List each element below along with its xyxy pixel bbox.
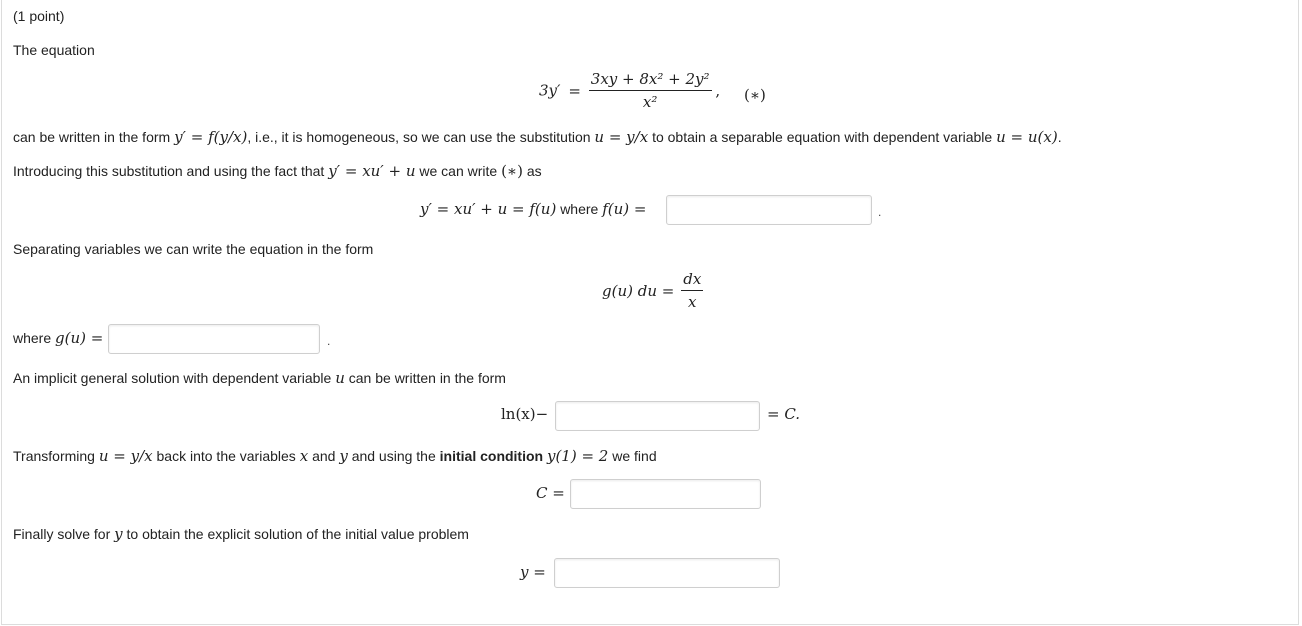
transform-text [13, 447, 657, 465]
equation-denominator: x² [642, 93, 658, 111]
homog-text-4: . [1057, 129, 1062, 145]
homogeneous-text [13, 128, 1062, 146]
sub-text-1: Introducing this substitution and using the fact that [13, 163, 325, 179]
substitution-text [13, 162, 542, 180]
sep-numerator: dx [681, 270, 703, 291]
homog-math-1: y′ = f(y/x) [174, 128, 248, 146]
initial-condition-label: initial condition [439, 448, 544, 464]
implicit-text-2: can be written in the form [348, 370, 506, 386]
points-label: (1 point) [13, 8, 65, 24]
equation-lhs: 3y′ [539, 81, 561, 100]
homog-text-1: can be written in the form [13, 129, 171, 145]
equation-equals: = [568, 81, 581, 100]
implicit-math: u [335, 369, 345, 387]
implicit-lhs: ln(x)− [501, 405, 549, 423]
sub-text-3: as [526, 163, 542, 179]
implicit-solution-input[interactable] [555, 401, 760, 431]
sub-math-2: (∗) [501, 162, 523, 180]
intro-text: The equation [13, 42, 95, 58]
transform-math-2: x [299, 447, 309, 465]
finally-text-2: to obtain the explicit solution of the initial value problem [126, 526, 469, 542]
homog-text-2: , i.e., it is homogeneous, so we can use the substitution [247, 129, 591, 145]
equation-fraction [589, 70, 712, 111]
sub-math-1: y′ = xu′ + u [328, 162, 416, 180]
finally-text-1: Finally solve for [13, 526, 111, 542]
sub-text-2: we can write [419, 163, 498, 179]
fu-period: . [878, 205, 882, 219]
separable-equation [602, 270, 703, 311]
transform-text-5: we find [612, 448, 657, 464]
transform-math-4: y(1) = 2 [546, 447, 609, 465]
sep-lhs: g(u) du = [602, 281, 675, 300]
finally-math: y [114, 525, 123, 543]
equation-tag: (∗) [744, 86, 766, 104]
fu-where: where [560, 201, 599, 217]
y-label: y = [520, 563, 546, 581]
sep-denominator: x [688, 293, 697, 311]
separating-text: Separating variables we can write the equation in the form [13, 241, 374, 257]
implicit-rhs: = C. [767, 405, 801, 423]
implicit-text [13, 369, 506, 387]
transform-text-1: Transforming [13, 448, 95, 464]
gu-where: where [13, 330, 52, 346]
homog-text-3: to obtain a separable equation with dependent variable [652, 129, 993, 145]
implicit-text-1: An implicit general solution with dependent variable [13, 370, 332, 386]
gu-period: . [327, 334, 331, 348]
transform-text-3: and [312, 448, 336, 464]
homog-math-3: u = u(x) [996, 128, 1058, 146]
c-input[interactable] [570, 479, 761, 509]
c-label: C = [536, 484, 565, 502]
transform-text-2: back into the variables [156, 448, 296, 464]
gu-math: g(u) = [55, 329, 104, 347]
main-equation [539, 70, 720, 111]
equation-numerator: 3xy + 8x² + 2y² [589, 70, 712, 91]
f-u-input[interactable] [666, 195, 872, 225]
problem-panel [1, 0, 1299, 625]
fu-equation [420, 200, 646, 218]
fu-math-1: y′ = xu′ + u = f(u) [420, 200, 557, 218]
gu-label [13, 329, 103, 347]
g-u-input[interactable] [108, 324, 320, 354]
finally-text [13, 525, 469, 543]
y-input[interactable] [554, 558, 780, 588]
transform-text-4: and using the [351, 448, 436, 464]
homog-math-2: u = y/x [594, 128, 649, 146]
transform-math-3: y [339, 447, 348, 465]
equation-comma: , [715, 81, 721, 100]
fu-math-2: f(u) = [602, 200, 647, 218]
transform-math-1: u = y/x [98, 447, 153, 465]
sep-fraction [681, 270, 703, 311]
